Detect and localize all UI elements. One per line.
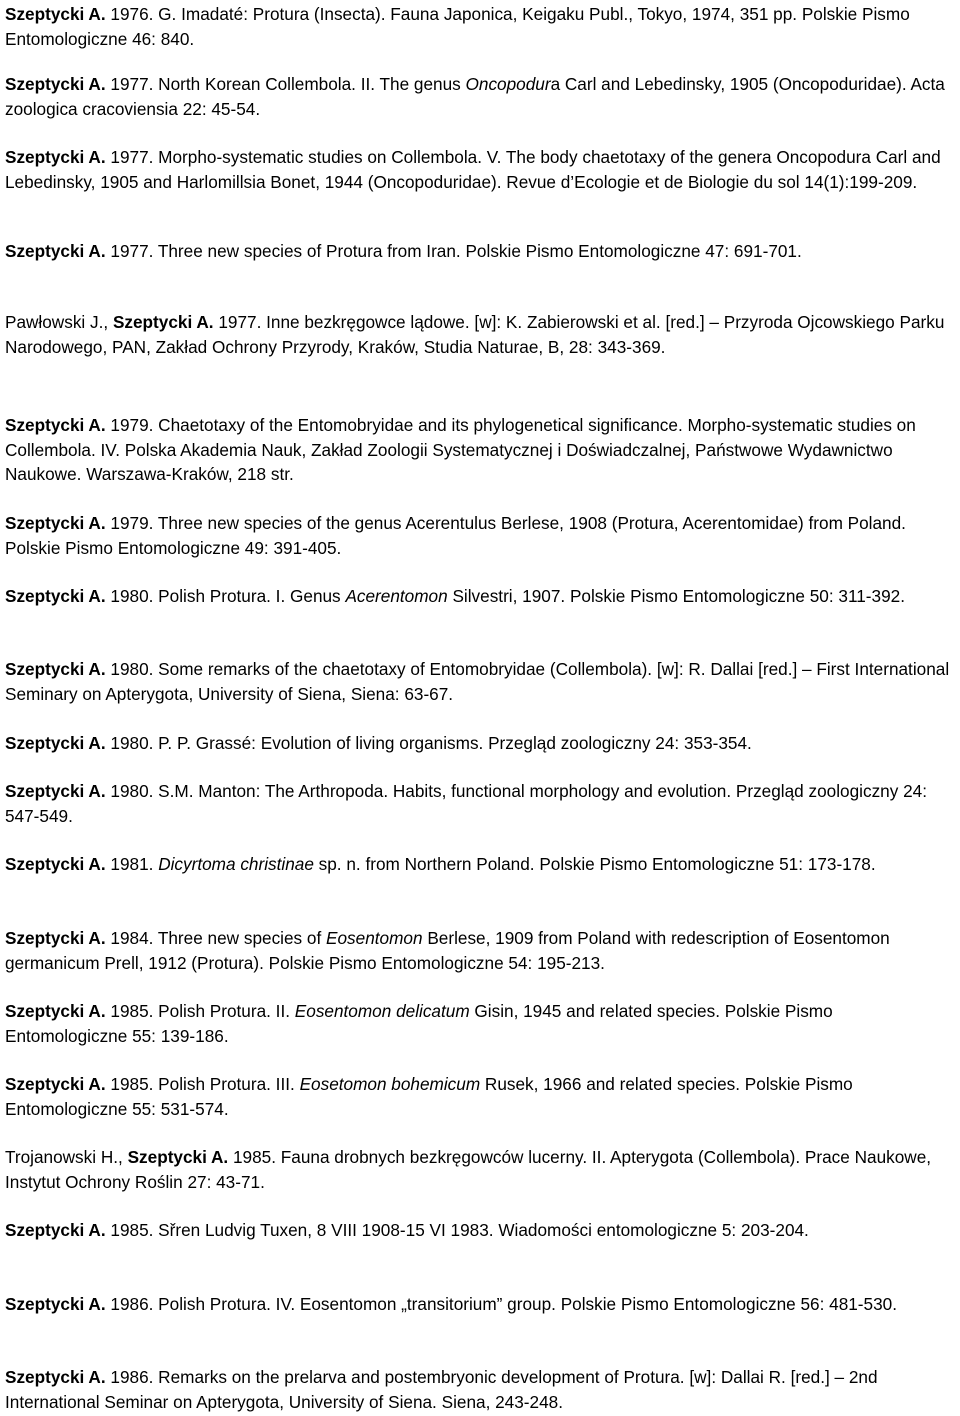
reference-text: 1976. G. Imadaté: Protura (Insecta). Fauna Japonica, Keigaku Publ., Tokyo, 1974, 351 pp. Polskie Pismo Entomologiczne 46: 840. [5, 4, 910, 49]
reference-text: 1977. North Korean Collembola. II. The genus [105, 74, 466, 94]
reference-text: 1980. S.M. Manton: The Arthropoda. Habits, functional morphology and evolution. Przegląd zoologiczny 24: 547-549. [5, 781, 927, 826]
reference-entry [5, 1292, 954, 1317]
reference-entry [5, 310, 954, 359]
author-name: Szeptycki A. [5, 513, 106, 533]
reference-text: a Carl and Lebedinsky, 1905 (Oncopoduridae). Acta zoologica cracoviensia 22: 45-54. [5, 74, 945, 119]
reference-text: Gisin, 1945 and related species. Polskie Pismo Entomologiczne 55: 139-186. [5, 1001, 833, 1046]
reference-entry [5, 511, 954, 560]
reference-entry [5, 72, 954, 121]
reference-text: 1977. Morpho-systematic studies on Collembola. V. The body chaetotaxy of the genera Oncopodura Carl and Lebedinsky, 1905 and Harlomillsia Bonet, 1944 (Oncopoduridae). Revue d’Ecologie et de Biologie du sol 14(1):199-209. [5, 147, 941, 192]
author-name: Szeptycki A. [5, 854, 106, 874]
reference-entry [5, 239, 954, 264]
reference-text: 1979. Chaetotaxy of the Entomobryidae and its phylogenetical significance. Morpho-systematic studies on Collembola. IV. Polska Akademia Nauk, Zakład Zoologii Systematycznej i Doświadczalnej, Państwowe Wydawnictwo Naukowe. Warszawa-Kraków, 218 str. [5, 415, 916, 484]
author-name: Szeptycki A. [5, 1001, 106, 1021]
reference-text: 1980. Polish Protura. I. Genus [105, 586, 346, 606]
author-name: Szeptycki A. [5, 1294, 106, 1314]
taxon-name: Eosetomon bohemicum [299, 1074, 481, 1094]
taxon-name: Eosentomon [326, 928, 423, 948]
author-name: Szeptycki A. [5, 1074, 106, 1094]
reference-entry [5, 1218, 954, 1243]
reference-entry [5, 779, 954, 828]
taxon-name: Oncopodur [465, 74, 551, 94]
reference-text: Silvestri, 1907. Polskie Pismo Entomologiczne 50: 311-392. [447, 586, 905, 606]
reference-text: 1986. Polish Protura. IV. Eosentomon „transitorium” group. Polskie Pismo Entomologiczne 56: 481-530. [105, 1294, 897, 1314]
author-name: Szeptycki A. [5, 4, 106, 24]
reference-entry [5, 1145, 954, 1194]
reference-entry [5, 657, 954, 706]
author-name: Szeptycki A. [5, 928, 106, 948]
reference-text: 1985. Fauna drobnych bezkręgowców lucerny. II. Apterygota (Collembola). Prace Naukowe, Instytut Ochrony Roślin 27: 43-71. [5, 1147, 932, 1192]
reference-entry [5, 926, 954, 975]
reference-entry [5, 999, 954, 1048]
author-name: Szeptycki A. [5, 147, 106, 167]
reference-text: 1977. Inne bezkręgowce lądowe. [w]: K. Zabierowski et al. [red.] – Przyroda Ojcowskiego Parku Narodowego, PAN, Zakład Ochrony Przyrody, Kraków, Studia Naturae, B, 28: 343-369. [5, 312, 945, 357]
author-name: Szeptycki A. [5, 241, 106, 261]
author-name: Szeptycki A. [5, 74, 106, 94]
reference-text: Pawłowski J., [5, 312, 113, 332]
reference-text: 1980. Some remarks of the chaetotaxy of Entomobryidae (Collembola). [w]: R. Dallai [red.] – First International Seminary on Apterygota, University of Siena, Siena: 63-67. [5, 659, 950, 704]
reference-text: 1984. Three new species of [105, 928, 327, 948]
reference-text: sp. n. from Northern Poland. Polskie Pismo Entomologiczne 51: 173-178. [313, 854, 876, 874]
reference-text: Rusek, 1966 and related species. Polskie Pismo Entomologiczne 55: 531-574. [5, 1074, 853, 1119]
author-name: Szeptycki A. [127, 1147, 229, 1167]
author-name: Szeptycki A. [5, 586, 106, 606]
reference-entry [5, 1072, 954, 1121]
reference-text: 1985. Polish Protura. III. [105, 1074, 300, 1094]
reference-entry [5, 145, 954, 194]
author-name: Szeptycki A. [5, 1367, 106, 1387]
reference-entry [5, 2, 954, 51]
reference-text: 1986. Remarks on the prelarva and postembryonic development of Protura. [w]: Dallai R. [red.] – 2nd International Seminar on Apterygota, University of Siena. Siena, 243-248. [5, 1367, 878, 1412]
reference-entry [5, 1365, 954, 1414]
reference-text: Berlese, 1909 from Poland with redescription of Eosentomon germanicum Prell, 1912 (Protura). Polskie Pismo Entomologiczne 54: 195-213. [5, 928, 890, 973]
reference-text: 1981. [105, 854, 159, 874]
author-name: Szeptycki A. [5, 659, 106, 679]
taxon-name: Acerentomon [345, 586, 448, 606]
reference-text: 1985. Polish Protura. II. [105, 1001, 295, 1021]
author-name: Szeptycki A. [5, 733, 106, 753]
reference-text: 1979. Three new species of the genus Acerentulus Berlese, 1908 (Protura, Acerentomidae) from Poland. Polskie Pismo Entomologiczne 49: 391-405. [5, 513, 906, 558]
reference-entry [5, 413, 954, 487]
reference-text: 1985. Sřren Ludvig Tuxen, 8 VIII 1908-15 VI 1983. Wiadomości entomologiczne 5: 203-204. [105, 1220, 809, 1240]
taxon-name: Eosentomon delicatum [294, 1001, 470, 1021]
taxon-name: Dicyrtoma christinae [158, 854, 314, 874]
reference-entry [5, 731, 954, 756]
author-name: Szeptycki A. [5, 781, 106, 801]
reference-text: 1977. Three new species of Protura from Iran. Polskie Pismo Entomologiczne 47: 691-701. [105, 241, 802, 261]
reference-text: 1980. P. P. Grassé: Evolution of living organisms. Przegląd zoologiczny 24: 353-354. [105, 733, 752, 753]
reference-text: Trojanowski H., [5, 1147, 128, 1167]
author-name: Szeptycki A. [5, 1220, 106, 1240]
reference-entry [5, 852, 954, 877]
author-name: Szeptycki A. [112, 312, 214, 332]
author-name: Szeptycki A. [5, 415, 106, 435]
reference-entry [5, 584, 954, 609]
